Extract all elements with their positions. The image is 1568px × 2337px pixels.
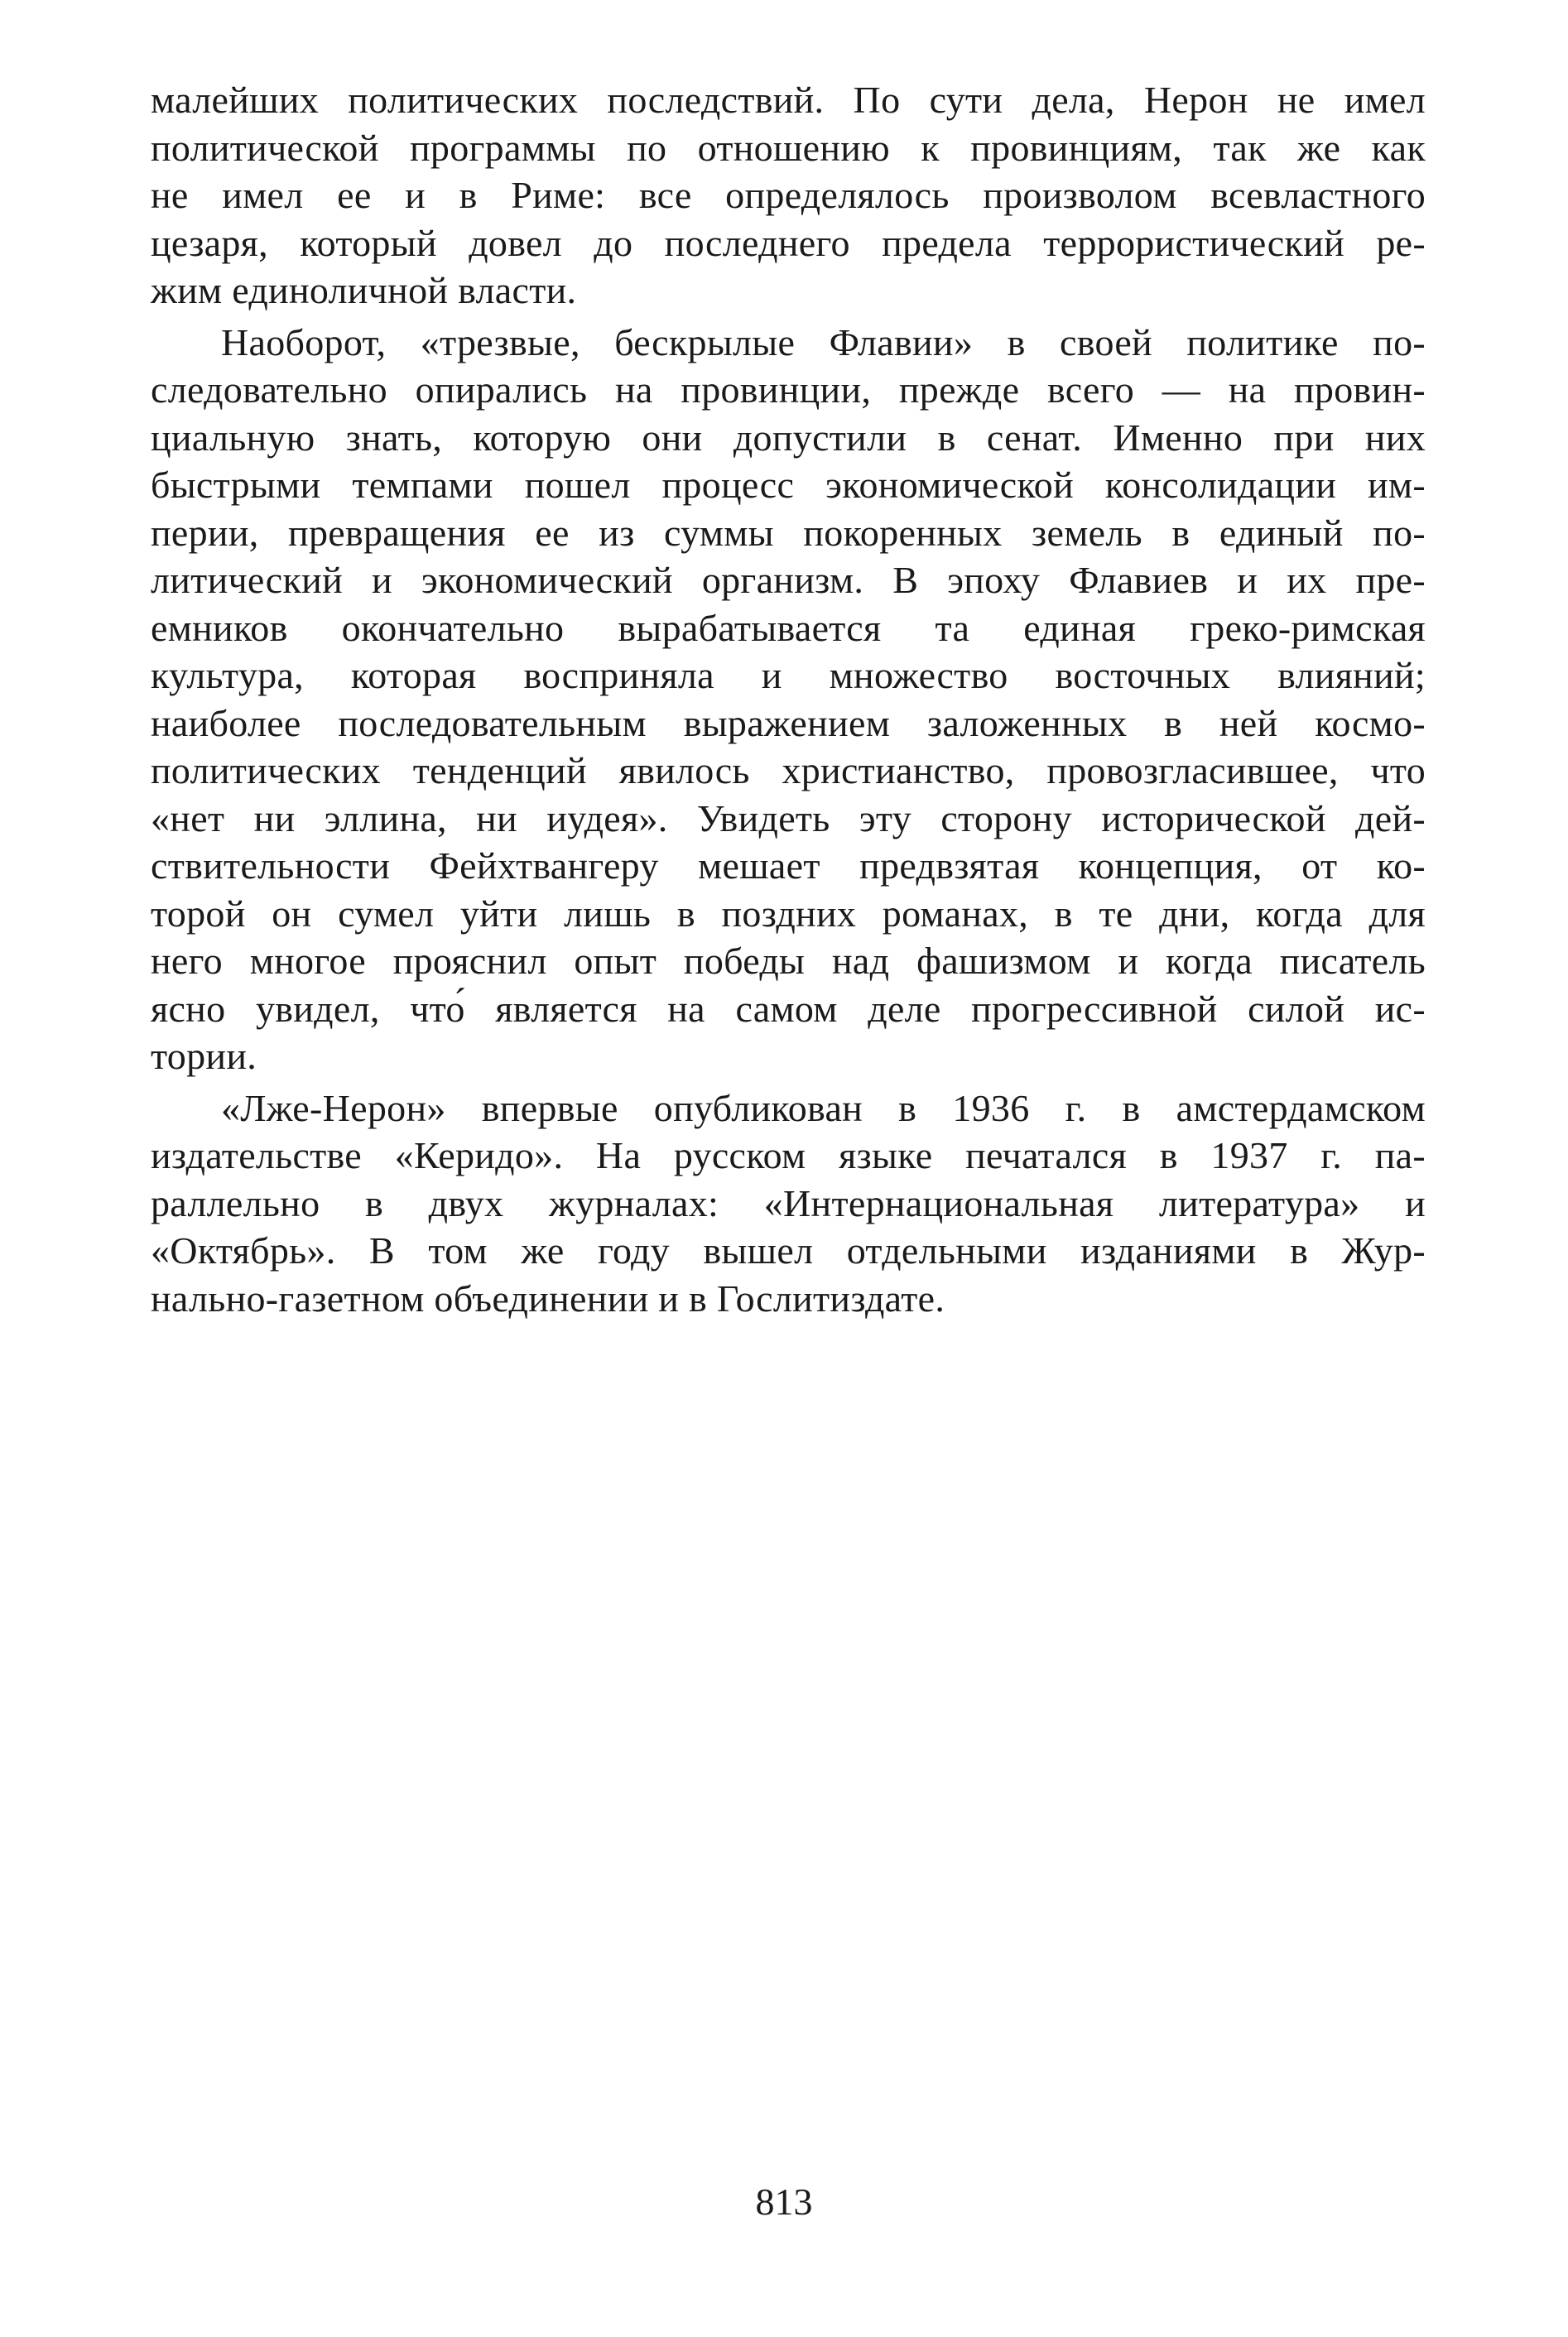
text-line: Наоборот, «трезвые, бескрылые Флавии» в своей политике по- [221,320,1426,363]
paragraph-2 [151,319,1426,1080]
text-line: малейших политических последствий. По сути дела, Нерон не имел [151,79,1426,121]
text-line: политической программы по отношению к провинциям, так же как [151,126,1426,169]
text-line: торой он сумел уйти лишь в поздних романах, в те дни, когда для [151,892,1426,935]
text-line: ясно увидел, что́ является на самом деле прогрессивной силой ис- [151,987,1426,1030]
text-line: «Лже-Нерон» впервые опубликован в 1936 г. в амстердамском [221,1086,1426,1129]
text-line: «нет ни эллина, ни иудея». Увидеть эту сторону исторической дей- [151,796,1426,839]
text-line: политических тенденций явилось христианство, провозгласившее, что [151,749,1426,791]
text-line: тории. [151,1035,257,1077]
text-line: перии, превращения ее из суммы покоренных земель в единый по- [151,511,1426,554]
text-line: культура, которая восприняла и множество восточных влияний; [151,654,1426,696]
text-line: «Октябрь». В том же году вышел отдельными изданиями в Жур- [151,1229,1426,1272]
page-number: 813 [755,2181,813,2223]
paragraph-3 [151,1084,1426,1323]
page-body [151,76,1426,1326]
paragraph-1 [151,76,1426,315]
text-line: него многое прояснил опыт победы над фашизмом и когда писатель [151,940,1426,982]
text-line: ствительности Фейхтвангеру мешает предвзятая концепция, от ко- [151,844,1426,887]
text-line: циальную знать, которую они допустили в сенат. Именно при них [151,416,1426,459]
text-line: цезаря, который довел до последнего предела террористический ре- [151,221,1426,264]
text-line: нально-газетном объединении и в Гослитиздате. [151,1277,945,1320]
text-line: раллельно в двух журналах: «Интернациональная литература» и [151,1181,1426,1224]
text-line: не имел ее и в Риме: все определялось произволом всевластного [151,174,1426,216]
text-line: емников окончательно вырабатывается та единая греко-римская [151,606,1426,649]
text-line: быстрыми темпами пошел процесс экономической консолидации им- [151,464,1426,506]
text-line: жим единоличной власти. [151,269,577,311]
text-line: следовательно опирались на провинции, прежде всего — на провин- [151,368,1426,411]
text-line: литический и экономический организм. В эпоху Флавиев и их пре- [151,559,1426,601]
text-line: издательстве «Керидо». На русском языке печатался в 1937 г. па- [151,1134,1426,1176]
text-line: наиболее последовательным выражением заложенных в ней космо- [151,701,1426,744]
